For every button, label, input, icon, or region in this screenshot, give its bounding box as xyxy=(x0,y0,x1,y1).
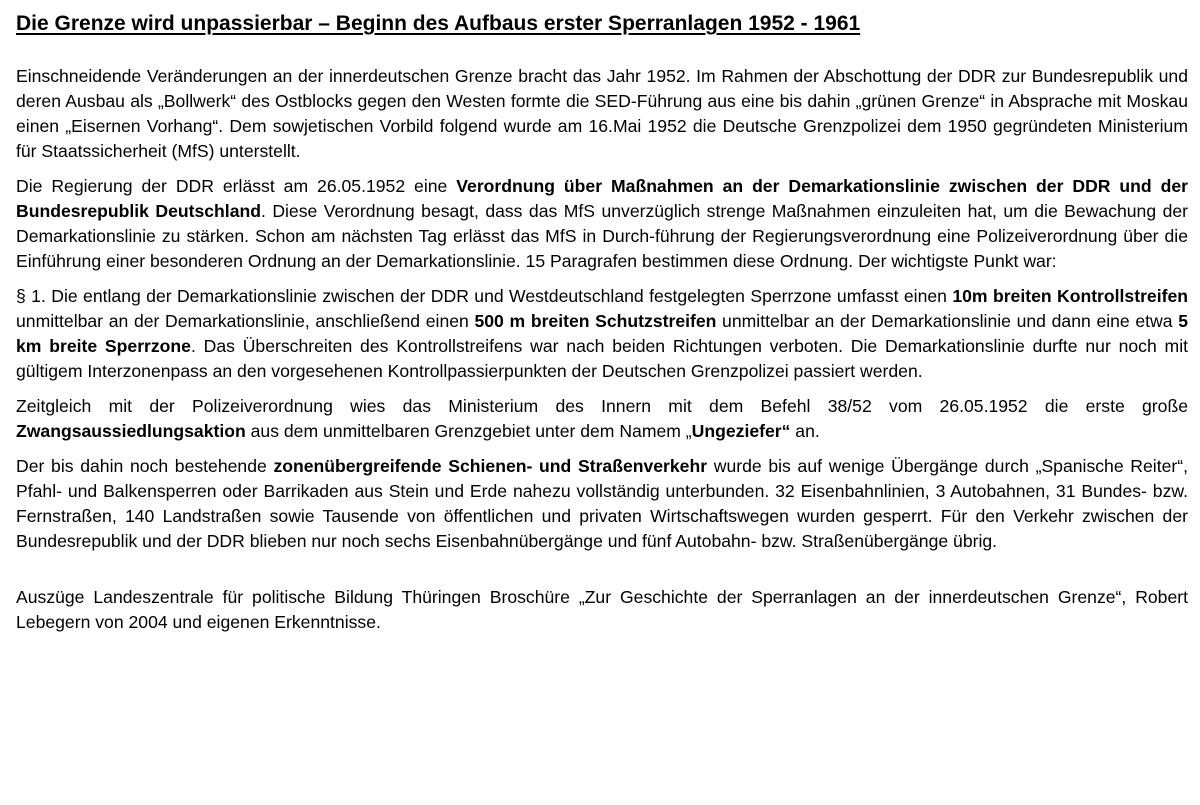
page-title: Die Grenze wird unpassierbar – Beginn des Aufbaus erster Sperranlagen 1952 - 1961 xyxy=(16,12,861,35)
paragraph-zwangsaussiedlung xyxy=(16,394,1188,444)
bold-phrase: zonenübergreifende Schienen- und Straßenverkehr xyxy=(273,456,708,476)
document-page xyxy=(16,10,1188,645)
paragraph-text: aus dem unmittelbaren Grenzgebiet unter dem Namem „ xyxy=(245,421,692,441)
bold-phrase: Zwangsaussiedlungsaktion xyxy=(16,421,246,441)
paragraph-text: an. xyxy=(790,421,820,441)
paragraph-intro-text: Einschneidende Veränderungen an der innerdeutschen Grenze bracht das Jahr 1952. Im Rahmen der Abschottung der DDR zur Bundesrepublik und deren Ausbau als „Bollwerk“ des Ostblocks gegen den Westen formte die SED-Führung aus eine bis dahin „grünen Grenze“ in Absprache mit Moskau einen „Eisernen Vorhang“. Dem sowjetischen Vorbild folgend wurde am 16.Mai 1952 die Deutsche Grenzpolizei dem 1950 gegründeten Ministerium für Staatssicherheit (MfS) unterstellt. xyxy=(16,66,1188,161)
paragraph-text: . Diese Verordnung besagt, dass das MfS unverzüglich strenge Maßnahmen einzuleiten hat, um die Bewachung der Demarkationslinie zu stärken. Schon am nächsten Tag erlässt das MfS in Durch-führung der Regierungsverordnung eine Polizeiverordnung über die Einführung einer besonderen Ordnung an der Demarkationslinie. 15 Paragrafen bestimmen diese Ordnung. Der wichtigste Punkt war: xyxy=(16,201,1188,271)
paragraph-verordnung xyxy=(16,174,1188,274)
source-citation-text: Auszüge Landeszentrale für politische Bildung Thüringen Broschüre „Zur Geschichte der Sperranlagen an der innerdeutschen Grenze“, Robert Lebegern von 2004 und eigenen Erkenntnisse. xyxy=(16,587,1188,632)
paragraph-intro xyxy=(16,64,1188,164)
paragraph-text: Zeitgleich mit der Polizeiverordnung wies das Ministerium des Innern mit dem Befehl 38/52 vom 26.05.1952 die erste große xyxy=(16,396,1188,416)
bold-phrase: Verordnung über Maßnahmen an der Demarkationslinie zwischen der DDR und der Bundesrepublik Deutschland xyxy=(16,176,1188,221)
bold-phrase: Ungeziefer“ xyxy=(691,421,791,441)
paragraph-text: Der bis dahin noch bestehende xyxy=(16,456,274,476)
bold-phrase: 500 m breiten Schutzstreifen xyxy=(474,311,717,331)
paragraph-text: unmittelbar an der Demarkationslinie und dann eine etwa xyxy=(716,311,1179,331)
paragraph-text: wurde bis auf wenige Übergänge durch „Spanische Reiter“, Pfahl- und Balkensperren oder Barrikaden aus Stein und Erde nahezu vollständig unterbunden. 32 Eisenbahnlinien, 3 Autobahnen, 31 Bundes- bzw. Fernstraßen, 140 Landstraßen sowie Tausende von öffentlichen und privaten Wirtschaftswegen wurden gesperrt. Für den Verkehr zwischen der Bundesrepublik und der DDR blieben nur noch sechs Eisenbahnübergänge und fünf Autobahn- bzw. Straßenübergänge übrig. xyxy=(16,456,1188,551)
bold-phrase: 5 km breite Sperrzone xyxy=(16,311,1189,356)
paragraph-paragraph-1 xyxy=(16,284,1188,384)
paragraph-text: § 1. Die entlang der Demarkationslinie zwischen der DDR und Westdeutschland festgelegten Sperrzone umfasst einen xyxy=(16,286,953,306)
paragraph-text: unmittelbar an der Demarkationslinie, anschließend einen xyxy=(16,311,475,331)
paragraph-text: . Das Überschreiten des Kontrollstreifens war nach beiden Richtungen verboten. Die Demarkationslinie durfte nur noch mit gültigem Interzonenpass an den vorgesehenen Kontrollpassierpunkten der Deutschen Grenzpolizei passiert werden. xyxy=(16,336,1189,381)
bold-phrase: 10m breiten Kontrollstreifen xyxy=(952,286,1188,306)
paragraph-text: Die Regierung der DDR erlässt am 26.05.1952 eine xyxy=(16,176,457,196)
paragraph-verkehr xyxy=(16,454,1188,554)
source-citation xyxy=(16,585,1188,635)
